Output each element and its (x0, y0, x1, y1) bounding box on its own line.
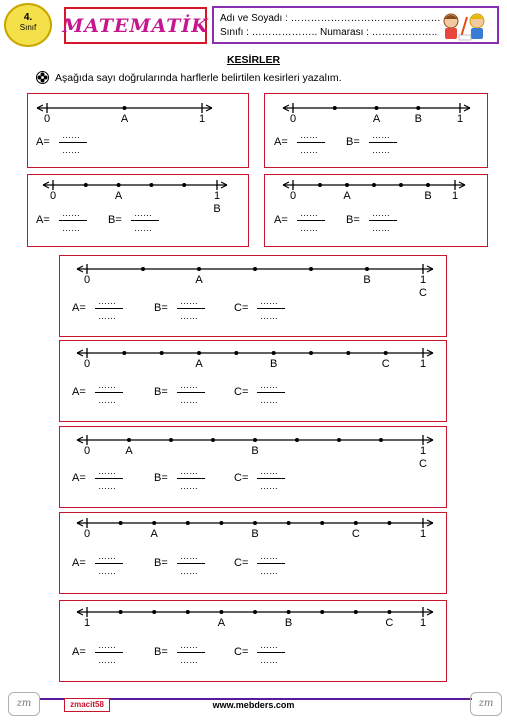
fraction-bar (95, 563, 123, 564)
fraction-bar (95, 308, 123, 309)
fraction-numerator-blank[interactable]: …… (180, 551, 198, 561)
number-line-label: 1 (198, 113, 206, 125)
fraction-bar (177, 308, 205, 309)
fraction-numerator-blank[interactable]: …… (372, 208, 390, 218)
number-line-label: C (381, 358, 390, 370)
fraction-denominator-blank[interactable]: …… (98, 395, 116, 405)
fraction-answer[interactable] (234, 380, 304, 414)
number-line-label: A (120, 113, 129, 125)
name-field[interactable]: Adı ve Soyadı : ……………………………………… (220, 13, 441, 24)
fraction-answer[interactable] (234, 551, 304, 585)
fraction-letter: C= (234, 302, 249, 314)
fraction-answer[interactable] (72, 466, 142, 500)
number-line-label: B (269, 358, 278, 370)
footer-logo-left: zm (8, 692, 40, 716)
number-line-label: C (419, 287, 427, 299)
number-line-label: B (251, 445, 259, 457)
fraction-numerator-blank[interactable]: …… (98, 296, 116, 306)
number-line-label: 1 (419, 528, 427, 540)
fraction-letter: B= (346, 214, 360, 226)
fraction-letter: C= (234, 557, 249, 569)
fraction-denominator-blank[interactable]: …… (134, 223, 152, 233)
number-line-label: 1 (451, 190, 459, 202)
fraction-bar (59, 220, 87, 221)
fraction-denominator-blank[interactable]: …… (372, 145, 390, 155)
children-writing-illustration-icon (437, 11, 493, 41)
fraction-answer[interactable] (234, 296, 304, 330)
fraction-answer[interactable] (72, 296, 142, 330)
fraction-denominator-blank[interactable]: …… (62, 223, 80, 233)
fraction-numerator-blank[interactable]: …… (180, 380, 198, 390)
number-line-label: A (372, 113, 381, 125)
fraction-numerator-blank[interactable]: …… (98, 640, 116, 650)
fraction-numerator-blank[interactable]: …… (180, 640, 198, 650)
fraction-answer[interactable] (36, 208, 106, 242)
fraction-denominator-blank[interactable]: …… (180, 481, 198, 491)
fraction-bar (59, 142, 87, 143)
number-line-label: C (419, 458, 427, 470)
fraction-bar (257, 478, 285, 479)
footer-logo-right: zm (470, 692, 502, 716)
number-line-label: B (251, 528, 259, 540)
fraction-denominator-blank[interactable]: …… (260, 311, 278, 321)
fraction-denominator-blank[interactable]: …… (180, 655, 198, 665)
fraction-denominator-blank[interactable]: …… (62, 145, 80, 155)
fraction-denominator-blank[interactable]: …… (98, 481, 116, 491)
number-line-label: 1 (456, 113, 464, 125)
fraction-numerator-blank[interactable]: …… (372, 130, 390, 140)
fraction-numerator-blank[interactable]: …… (260, 466, 278, 476)
fraction-answer[interactable] (346, 208, 416, 242)
fraction-letter: B= (154, 646, 168, 658)
fraction-denominator-blank[interactable]: …… (260, 481, 278, 491)
subject-title-box (64, 7, 207, 44)
number-line-label: 0 (289, 113, 297, 125)
fraction-letter: B= (108, 214, 122, 226)
number-line-label: A (343, 190, 351, 202)
fraction-denominator-blank[interactable]: …… (98, 566, 116, 576)
fraction-letter: A= (36, 214, 50, 226)
grade-number: 4. (23, 12, 33, 23)
number-line-label: 0 (43, 113, 51, 125)
student-info-box (212, 6, 499, 44)
number-line-label: A (114, 190, 123, 202)
fraction-denominator-blank[interactable]: …… (180, 566, 198, 576)
fraction-answer[interactable] (154, 640, 224, 674)
fraction-answer[interactable] (274, 130, 344, 164)
fraction-numerator-blank[interactable]: …… (62, 208, 80, 218)
fraction-letter: C= (234, 472, 249, 484)
number-line-label: 1 (419, 274, 427, 286)
grade-word: Sınıf (19, 23, 37, 32)
number-line-label: 1 (419, 617, 427, 629)
fraction-numerator-blank[interactable]: …… (98, 551, 116, 561)
fraction-numerator-blank[interactable]: …… (260, 296, 278, 306)
number-line-label: 1 (83, 617, 91, 629)
fraction-letter: A= (72, 646, 86, 658)
fraction-bar (95, 392, 123, 393)
fraction-numerator-blank[interactable]: …… (260, 551, 278, 561)
number-line-label: C (351, 528, 360, 540)
number-line-label: A (195, 274, 203, 286)
fraction-denominator-blank[interactable]: …… (260, 566, 278, 576)
fraction-letter: B= (154, 302, 168, 314)
fraction-letter: C= (234, 386, 249, 398)
fraction-bar (297, 220, 325, 221)
fraction-letter: A= (274, 136, 288, 148)
class-number-field[interactable]: Sınıfı : ……………….. Numarası : ……………….. (220, 27, 438, 38)
number-line-label: 0 (83, 528, 91, 540)
fraction-numerator-blank[interactable]: …… (180, 466, 198, 476)
fraction-answer[interactable] (72, 640, 142, 674)
fraction-letter: A= (72, 386, 86, 398)
fraction-letter: A= (274, 214, 288, 226)
fraction-numerator-blank[interactable]: …… (300, 130, 318, 140)
fraction-letter: A= (36, 136, 50, 148)
fraction-answer[interactable] (274, 208, 344, 242)
fraction-answer[interactable] (36, 130, 106, 164)
fraction-answer[interactable] (154, 551, 224, 585)
website-link[interactable]: www.mebders.com (212, 700, 295, 710)
fraction-letter: A= (72, 302, 86, 314)
fraction-answer[interactable] (154, 380, 224, 414)
fraction-letter: B= (346, 136, 360, 148)
fraction-numerator-blank[interactable]: …… (260, 640, 278, 650)
fraction-letter: B= (154, 557, 168, 569)
fraction-letter: B= (154, 472, 168, 484)
fraction-denominator-blank[interactable]: …… (300, 145, 318, 155)
fraction-denominator-blank[interactable]: …… (260, 395, 278, 405)
fraction-answer[interactable] (154, 296, 224, 330)
fraction-denominator-blank[interactable]: …… (180, 311, 198, 321)
fraction-answer[interactable] (234, 640, 304, 674)
number-line-label: 1 (419, 445, 427, 457)
number-line-label: B (213, 203, 221, 215)
fraction-answer[interactable] (234, 466, 304, 500)
fraction-bar (95, 478, 123, 479)
number-line-label: B (424, 190, 432, 202)
number-line-label: A (217, 617, 226, 629)
instruction-text: Aşağıda sayı doğrularında harflerle belirtilen kesirleri yazalım. (55, 72, 342, 84)
fraction-letter: A= (72, 472, 86, 484)
number-line-label: A (195, 358, 203, 370)
fraction-numerator-blank[interactable]: …… (98, 466, 116, 476)
fraction-denominator-blank[interactable]: …… (98, 311, 116, 321)
fraction-bar (95, 652, 123, 653)
fraction-bar (297, 142, 325, 143)
number-line-label: 0 (49, 190, 57, 202)
fraction-bar (369, 220, 397, 221)
fraction-numerator-blank[interactable]: …… (300, 208, 318, 218)
number-line-label: 0 (83, 445, 91, 457)
number-line-label: 1 (419, 358, 427, 370)
fraction-bar (257, 652, 285, 653)
number-line-label: 0 (83, 358, 91, 370)
fraction-answer[interactable] (346, 130, 416, 164)
fraction-numerator-blank[interactable]: …… (134, 208, 152, 218)
fraction-letter: A= (72, 557, 86, 569)
fraction-denominator-blank[interactable]: …… (98, 655, 116, 665)
fraction-answer[interactable] (154, 466, 224, 500)
fraction-numerator-blank[interactable]: …… (180, 296, 198, 306)
fraction-bar (131, 220, 159, 221)
fraction-answer[interactable] (108, 208, 178, 242)
fraction-bar (257, 308, 285, 309)
fraction-bar (257, 563, 285, 564)
fraction-denominator-blank[interactable]: …… (300, 223, 318, 233)
number-line-label: B (414, 113, 422, 125)
fraction-numerator-blank[interactable]: …… (98, 380, 116, 390)
number-line-label: A (150, 528, 158, 540)
fraction-letter: C= (234, 646, 249, 658)
fraction-answer[interactable] (72, 380, 142, 414)
fraction-bar (257, 392, 285, 393)
fraction-bar (177, 563, 205, 564)
number-line-label: 1 (213, 190, 221, 202)
fraction-numerator-blank[interactable]: …… (62, 130, 80, 140)
grade-badge (4, 3, 52, 47)
fraction-answer[interactable] (72, 551, 142, 585)
number-line-label: C (385, 617, 394, 629)
fraction-denominator-blank[interactable]: …… (372, 223, 390, 233)
fraction-numerator-blank[interactable]: …… (260, 380, 278, 390)
fraction-denominator-blank[interactable]: …… (180, 395, 198, 405)
subject-title: MATEMATİK (62, 14, 209, 37)
fraction-denominator-blank[interactable]: …… (260, 655, 278, 665)
fraction-bar (177, 478, 205, 479)
fraction-letter: B= (154, 386, 168, 398)
flower-bullet-icon (36, 71, 49, 84)
author-tag: zmacit58 (64, 698, 110, 712)
number-line-label: 0 (83, 274, 91, 286)
number-line-label: 0 (289, 190, 297, 202)
fraction-bar (369, 142, 397, 143)
number-line-label: B (284, 617, 293, 629)
number-line-label: B (363, 274, 371, 286)
number-line-label: A (125, 445, 133, 457)
fraction-bar (177, 392, 205, 393)
fraction-bar (177, 652, 205, 653)
topic-heading: KESİRLER (226, 54, 281, 66)
